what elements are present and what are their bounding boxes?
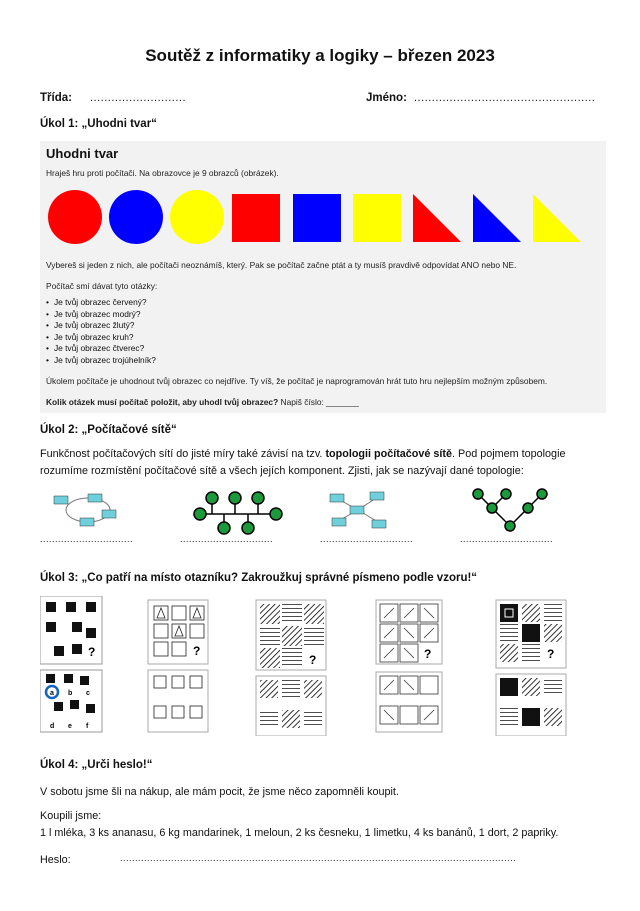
- topology-answer-2[interactable]: ...............................: [180, 534, 274, 544]
- option-d[interactable]: d: [50, 723, 55, 730]
- topology-answer-1[interactable]: ...............................: [40, 534, 134, 544]
- list-item: • Je tvůj obrazec modrý?: [46, 309, 156, 321]
- password-label: Heslo:: [40, 854, 71, 866]
- puzzle-3: [256, 600, 326, 736]
- task2-heading: Úkol 2: „Počítačové sítě“: [40, 424, 177, 436]
- task2-topology-term: topologii počítačové sítě: [325, 448, 453, 460]
- star-topology-diagram: [330, 492, 386, 528]
- shape-yellow-circle[interactable]: [170, 190, 224, 244]
- option-b[interactable]: b: [68, 690, 73, 697]
- task1-panel-title: Uhodni tvar: [46, 146, 119, 161]
- question-mark: ?: [424, 647, 432, 661]
- task4-story: V sobotu jsme šli na nákup, ale mám pocit, že jsme něco zapomněli koupit.: [40, 786, 399, 798]
- question-mark: ?: [309, 653, 317, 667]
- question-list: [46, 297, 156, 367]
- topology-answer-3[interactable]: ...............................: [320, 534, 414, 544]
- task1-rules: Vybereš si jeden z nich, ale počítači neoznámíš, který. Pak se počítač začne ptát a ty musíš pravdivě odpovídat ANO nebo NE.: [46, 260, 517, 270]
- list-item: • Je tvůj obrazec červený?: [46, 297, 156, 309]
- shapes-row: [40, 188, 600, 248]
- list-item: • Je tvůj obrazec čtverec?: [46, 343, 156, 355]
- task1-panel: [40, 141, 606, 413]
- answer-prompt: Napiš číslo:: [280, 397, 324, 407]
- list-item: • Je tvůj obrazec žlutý?: [46, 320, 156, 332]
- class-label: Třída:: [40, 92, 72, 104]
- answer-line[interactable]: _______: [326, 397, 359, 407]
- bought-list: 1 l mléka, 3 ks ananasu, 6 kg mandarinek, 1 meloun, 2 ks česneku, 1 limetku, 4 ks banánů, 1 dort, 2 papriky.: [40, 827, 559, 839]
- task1-question: Kolik otázek musí počítač položit, aby uhodl tvůj obrazec?: [46, 397, 279, 407]
- name-label: Jméno:: [366, 92, 407, 104]
- shape-blue-square[interactable]: [293, 194, 341, 242]
- puzzle-4: [376, 600, 442, 732]
- task4-heading: Úkol 4: „Urči heslo!“: [40, 759, 153, 771]
- shape-yellow-square[interactable]: [353, 194, 401, 242]
- name-field[interactable]: ...................................................: [414, 92, 596, 104]
- task1-answer-row: [46, 397, 359, 407]
- puzzle-5: [496, 600, 566, 736]
- puzzle-2: [148, 600, 208, 732]
- ring-topology-diagram: [54, 494, 116, 526]
- question-mark: ?: [193, 644, 201, 658]
- puzzle-1: [40, 596, 102, 732]
- shape-blue-circle[interactable]: [109, 190, 163, 244]
- page-title: Soutěž z informatiky a logiky – březen 2023: [145, 46, 495, 65]
- puzzle-images: [40, 596, 600, 736]
- bus-topology-diagram: [194, 492, 282, 534]
- bought-label: Koupili jsme:: [40, 810, 102, 822]
- shape-yellow-triangle[interactable]: [533, 194, 581, 242]
- topology-answer-4[interactable]: ...............................: [460, 534, 554, 544]
- question-mark: ?: [88, 645, 96, 659]
- option-e[interactable]: e: [68, 723, 72, 730]
- question-mark: ?: [547, 647, 555, 661]
- task2-text-2: . Pod pojmem topologie: [452, 448, 566, 460]
- topology-diagrams: [40, 488, 600, 538]
- task1-intro: Hraješ hru proti počítači. Na obrazovce je 9 obrazců (obrázek).: [46, 168, 279, 178]
- list-item: • Je tvůj obrazec kruh?: [46, 332, 156, 344]
- option-a[interactable]: a: [50, 690, 54, 697]
- task2-text-1: Funkčnost počítačových sítí do jisté míry také závisí na tzv.: [40, 448, 323, 460]
- shape-blue-triangle[interactable]: [473, 194, 521, 242]
- task2-text-3: rozumíme rozmístění počítačové sítě a všech jejích komponent. Zjisti, jak se nazývají dané topologie:: [40, 465, 524, 477]
- shape-red-triangle[interactable]: [413, 194, 461, 242]
- password-field[interactable]: ....................................................................................................................................: [120, 853, 517, 863]
- task3-heading: Úkol 3: „Co patří na místo otazníku? Zakroužkuj správné písmeno podle vzoru!“: [40, 572, 478, 584]
- shape-red-square[interactable]: [232, 194, 280, 242]
- task2-paragraph: [40, 446, 610, 480]
- list-item: • Je tvůj obrazec trojúhelník?: [46, 355, 156, 367]
- task1-heading: Úkol 1: „Uhodni tvar“: [40, 118, 157, 130]
- shape-red-circle[interactable]: [48, 190, 102, 244]
- option-c[interactable]: c: [86, 690, 90, 697]
- task1-may-ask: Počítač smí dávat tyto otázky:: [46, 281, 158, 291]
- class-field[interactable]: ...........................: [90, 92, 187, 104]
- tree-topology-diagram: [473, 489, 547, 531]
- task1-goal: Úkolem počítače je uhodnout tvůj obrazec co nejdříve. Ty víš, že počítač je naprogramován hrát tuto hru nejlepším možným způsobem.: [46, 376, 548, 386]
- option-f[interactable]: f: [86, 723, 89, 730]
